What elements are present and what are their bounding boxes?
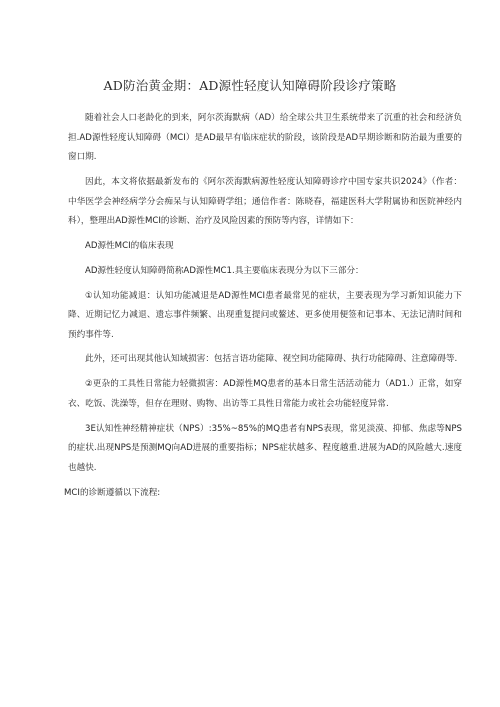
paragraph-source: 因此，本文将依据最新发布的《阿尔茨海默病源性轻度认知障碍诊疗中国专家共识2024》（作者：中华医学会神经病学分会痴呆与认知障碍学组；通信作者：陈晓春，福建医科大学附属协和医院神经内科），整理出AD源性MCI的诊断、治疗及风险因素的预防等内容，详情如下： (68, 176, 462, 227)
document-body (64, 109, 462, 508)
paragraph-other-domains: 此外，还可出现其他认知域损害：包括言语功能障、视空间功能障碍、执行功能障碍、注意障碍等. (85, 354, 458, 365)
paragraph-cognitive-decline: ①认知功能减退：认知功能减退是AD源性MCI患者最常见的症状，主要表现为学习新知识能力下降、近期记忆力减退、遗忘事件频繁、出现重复提问或鳌述、更多使用便签和记事本、无法记清时间和预约事件等. (68, 290, 462, 340)
paragraph-overview: AD源性轻度认知障碍简称AD源性MC1.具主要临床表现分为以下三部分： (85, 265, 364, 276)
paragraph-nps: 3E认知性神经精神症状（NPS）:35%~85%的MQ患者有NPS表现，常见淡漠、抑郁、焦虑等NPS的症状.出现NPS是预测MQ向AD进展的重要指标；NPS症状越多、程度越重.进展为AD的风险越大.速度也越快. (68, 423, 462, 473)
section-heading-clinical: AD源性MCI的临床表现 (85, 240, 174, 251)
paragraph-diagnosis-intro: MCI的诊断遵循以下流程: (64, 487, 161, 498)
paragraph-intro: 随着社会人口老龄化的到来，阿尔茨海默病（AD）给全球公共卫生系统带来了沉重的社会和经济负担.AD源性轻度认知障碍（MCI）是AD最早有临床症状的阶段，该阶段是AD早期诊断和防治最为重要的窗口期. (68, 113, 462, 163)
document-title: AD防治黄金期：AD源性轻度认知障碍阶段诊疗策略 (103, 78, 397, 93)
paragraph-daily-ability: ②更杂的工具性日常能力轻微损害：AD源性MQ患者的基本日常生活活动能力（AD1.）正常，如穿衣、吃饭、洗澡等，但存在理财、购物、出访等工具性日常能力或社会功能轻度异常. (68, 379, 462, 409)
